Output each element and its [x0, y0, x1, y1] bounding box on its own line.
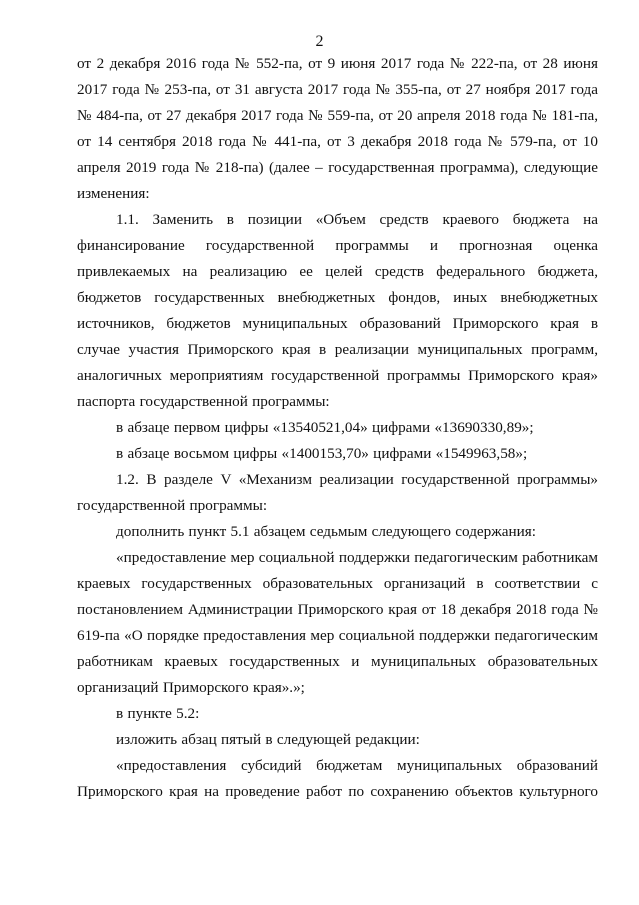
- paragraph-item-5-2: в пункте 5.2:: [116, 705, 200, 722]
- paragraph-item-1-1-b: в абзаце восьмом цифры «1400153,70» цифрами «1549963,58»;: [116, 445, 528, 462]
- paragraph-item-1-2: 1.2. В разделе V «Механизм реализации государственной программы» государственной программы:: [77, 471, 598, 514]
- paragraph-quote-1: «предоставление мер социальной поддержки педагогическим работникам краевых государственных образовательных организаций в соответствии с постановлением Администрации Приморского края от 18 декабря 2018 года № 619-па «О порядке предоставления мер социальной поддержки педагогическим работникам краевых государственных и муниципальных образовательных организаций Приморского края».»;: [77, 549, 598, 696]
- page-number: 2: [315, 33, 324, 50]
- document-body: [77, 51, 598, 805]
- paragraph-item-1-1: 1.1. Заменить в позиции «Объем средств краевого бюджета на финансирование государственной программы и прогнозная оценка привлекаемых на реализацию ее целей средств федерального бюджета, бюджетов государственных внебюджетных фондов, иных внебюджетных источников, бюджетов муниципальных образований Приморского края в случае участия Приморского края в реализации муниципальных программ, аналогичных мероприятиям государственной программы Приморского края» паспорта государственной программы:: [77, 211, 598, 410]
- paragraph-item-1-2-a: дополнить пункт 5.1 абзацем седьмым следующего содержания:: [116, 523, 536, 540]
- paragraph-intro: от 2 декабря 2016 года № 552-па, от 9 июня 2017 года № 222-па, от 28 июня 2017 года № 253-па, от 31 августа 2017 года № 355-па, от 27 ноября 2017 года № 484-па, от 27 декабря 2017 года № 559-па, от 20 апреля 2018 года № 181-па, от 14 сентября 2018 года № 441-па, от 3 декабря 2018 года № 579-па, от 10 апреля 2019 года № 218-па) (далее – государственная программа), следующие изменения:: [77, 55, 598, 202]
- paragraph-item-5-2-a: изложить абзац пятый в следующей редакции:: [116, 731, 420, 748]
- paragraph-item-1-1-a: в абзаце первом цифры «13540521,04» цифрами «13690330,89»;: [116, 419, 534, 436]
- paragraph-quote-2: «предоставления субсидий бюджетам муниципальных образований Приморского края на проведение работ по сохранению объектов культурного: [77, 757, 598, 800]
